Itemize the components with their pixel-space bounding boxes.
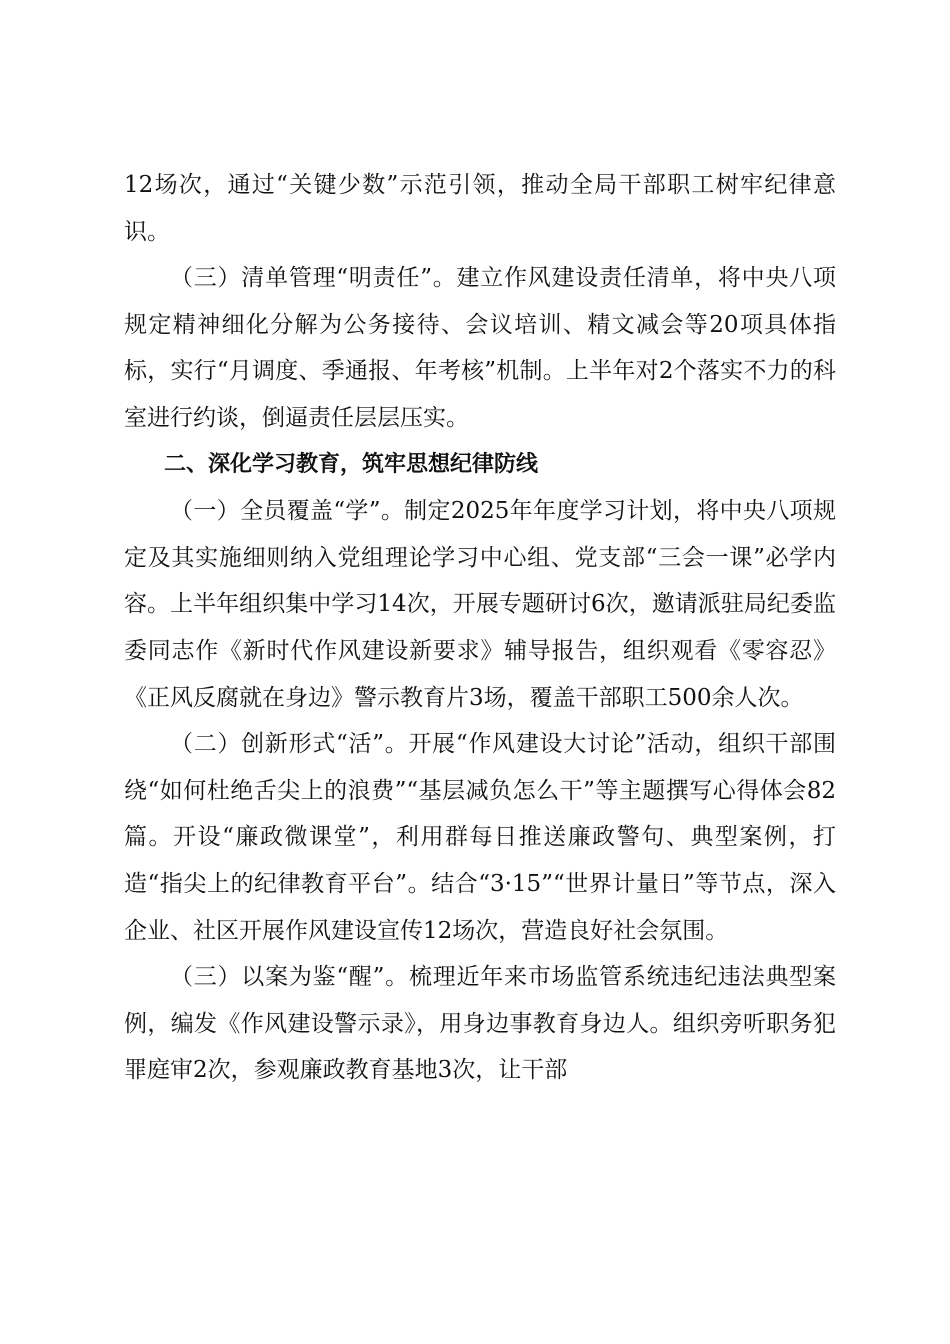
paragraph-checklist-management: （三）清单管理“明责任”。建立作风建设责任清单，将中央八项规定精神细化分解为公务接待、会议培训、精文减会等20项具体指标，实行“月调度、季通报、年考核”机制。上半年对2个落实不力的科室进行约谈，倒逼责任层层压实。 <box>124 265 836 431</box>
paragraph-case-warning: （三）以案为鉴“醒”。梳理近年来市场监管系统违纪违法典型案例，编发《作风建设警示录》，用身边事教育身边人。组织旁听职务犯罪庭审2次，参观廉政教育基地3次，让干部 <box>124 964 836 1084</box>
document-body <box>124 162 836 1094</box>
paragraph-continuation: 12场次，通过“关键少数”示范引领，推动全局干部职工树牢纪律意识。 <box>124 172 836 245</box>
paragraph-innovative-forms: （二）创新形式“活”。开展“作风建设大讨论”活动，组织干部围绕“如何杜绝舌尖上的浪费”“基层减负怎么干”等主题撰写心得体会82篇。开设“廉政微课堂”，利用群每日推送廉政警句、典型案例，打造“指尖上的纪律教育平台”。结合“3·15”“世界计量日”等节点，深入企业、社区开展作风建设宣传12场次，营造良好社会氛围。 <box>124 731 836 944</box>
paragraph-full-coverage-study: （一）全员覆盖“学”。制定2025年年度学习计划，将中央八项规定及其实施细则纳入党组理论学习中心组、党支部“三会一课”必学内容。上半年组织集中学习14次，开展专题研讨6次，邀请派驻局纪委监委同志作《新时代作风建设新要求》辅导报告，组织观看《零容忍》《正风反腐就在身边》警示教育片3场，覆盖干部职工500余人次。 <box>124 498 836 711</box>
section-heading-2: 二、深化学习教育，筑牢思想纪律防线 <box>164 451 539 477</box>
